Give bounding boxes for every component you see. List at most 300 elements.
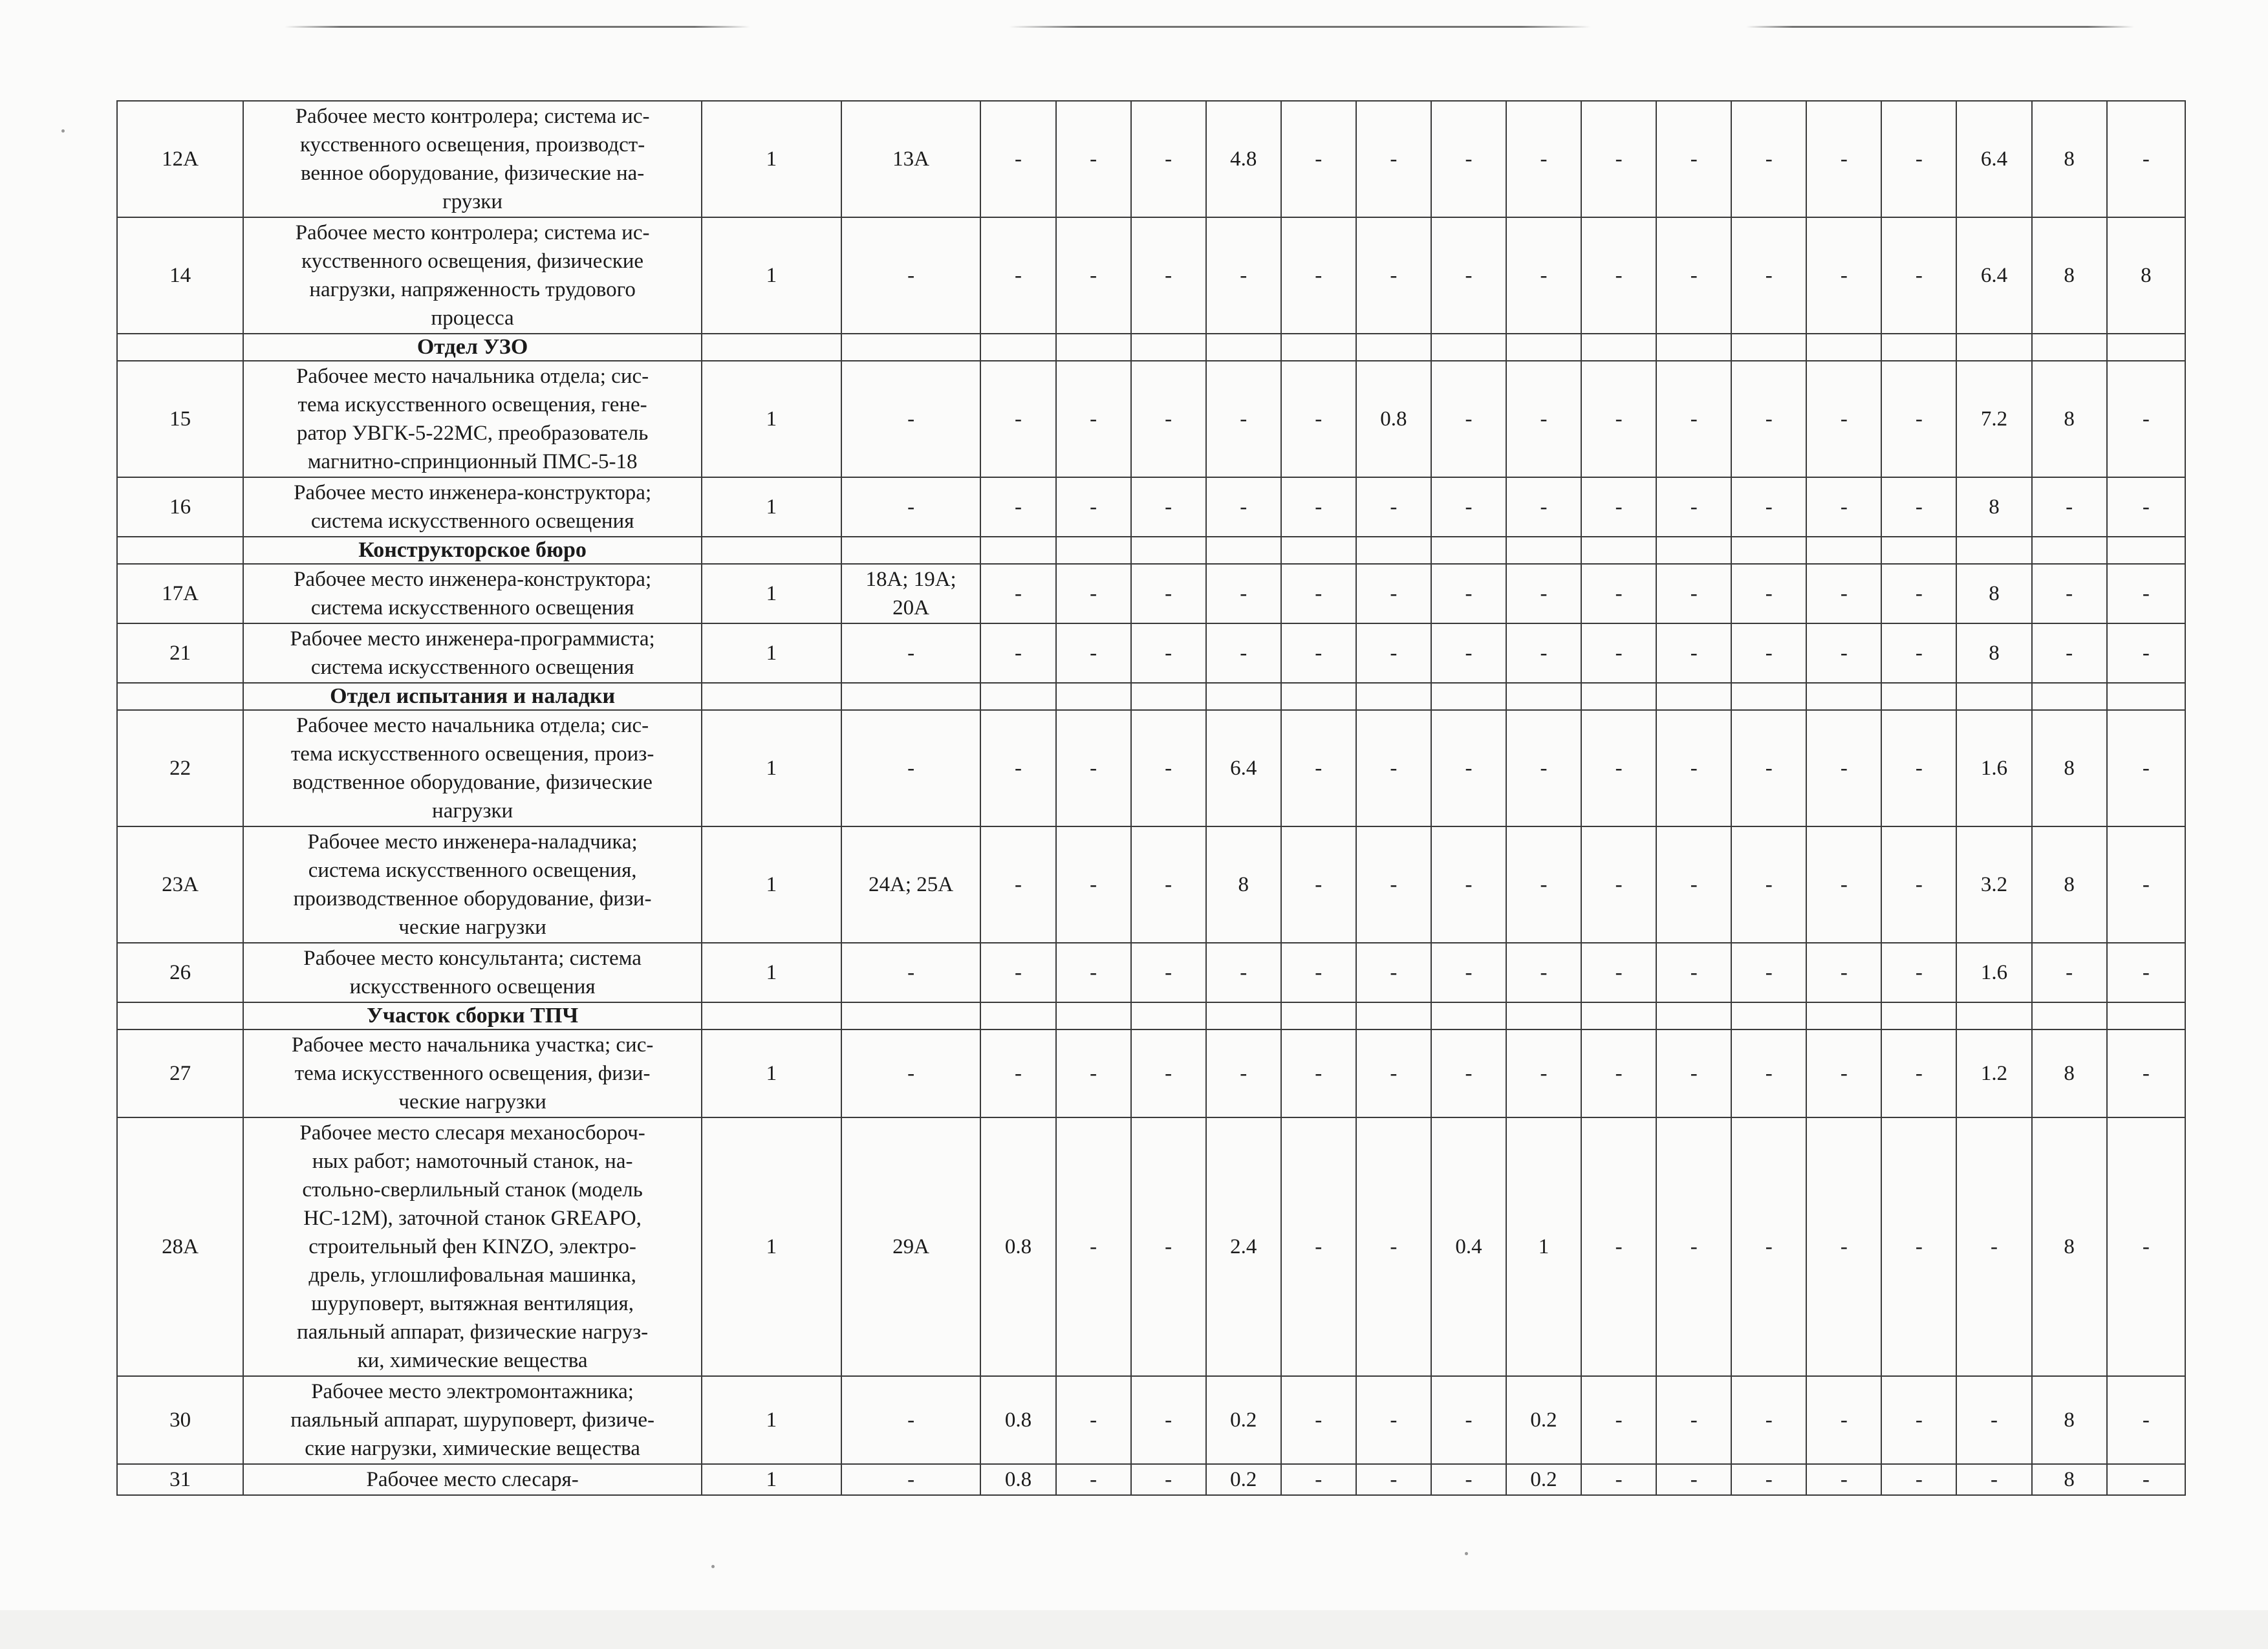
- description-line: Рабочее место начальника участка; сис-: [291, 1033, 654, 1057]
- description-line: тема искусственного освещения, физи-: [294, 1062, 651, 1085]
- factor-value-cell: -: [1881, 477, 1956, 537]
- description-line: Рабочее место слесаря механосбороч-: [299, 1121, 645, 1145]
- factor-value-cell: -: [1731, 1376, 1806, 1464]
- factor-value-cell: -: [1206, 564, 1281, 623]
- description-line: нагрузки: [432, 799, 513, 823]
- factor-value-cell: -: [1281, 943, 1356, 1002]
- description-line: ческие нагрузки: [398, 916, 546, 939]
- factor-value-cell: 8: [2032, 826, 2107, 943]
- row-number: 17А: [117, 564, 243, 623]
- factor-value-cell: -: [1731, 564, 1806, 623]
- description-line: строительный фен KINZO, электро-: [308, 1235, 636, 1258]
- analog-workplaces-cell: -: [841, 710, 981, 826]
- factor-value-cell: -: [1581, 826, 1656, 943]
- section-cell-empty: [1881, 334, 1956, 361]
- factor-value-cell: -: [1506, 477, 1581, 537]
- factor-value-cell: -: [2107, 943, 2185, 1002]
- section-cell-empty: [1056, 683, 1131, 710]
- factor-value-cell: -: [1206, 1029, 1281, 1117]
- section-cell-empty: [117, 334, 243, 361]
- analog-workplaces-cell: 18А; 19А; 20А: [841, 564, 981, 623]
- factor-value-cell: 7.2: [1956, 361, 2031, 477]
- workplace-description: [243, 1117, 702, 1376]
- factor-value-cell: -: [1806, 564, 1881, 623]
- table-body: [117, 101, 2185, 1495]
- workplace-description: [243, 1464, 702, 1495]
- factor-value-cell: -: [1731, 101, 1806, 217]
- factor-value-cell: -: [1656, 101, 1731, 217]
- factor-value-cell: -: [2107, 361, 2185, 477]
- factor-value-cell: -: [1581, 477, 1656, 537]
- description-line: система искусственного освещения: [310, 656, 634, 679]
- factor-value-cell: -: [1731, 623, 1806, 683]
- factor-value-cell: -: [1581, 1464, 1656, 1495]
- section-cell-empty: [1356, 1002, 1431, 1029]
- description-line: ратор УВГК-5-22МС, преобразователь: [296, 422, 649, 445]
- factor-value-cell: -: [2107, 623, 2185, 683]
- description-line: тема искусственного освещения, произ-: [290, 742, 654, 766]
- factor-value-cell: -: [1656, 361, 1731, 477]
- section-cell-empty: [980, 334, 1055, 361]
- section-title: Конструкторское бюро: [243, 537, 702, 564]
- count-cell: 1: [702, 1029, 841, 1117]
- factor-value-cell: 0.2: [1206, 1464, 1281, 1495]
- factor-value-cell: -: [1581, 564, 1656, 623]
- factor-value-cell: 0.2: [1506, 1376, 1581, 1464]
- factor-value-cell: -: [2107, 1029, 2185, 1117]
- factor-value-cell: -: [1431, 217, 1506, 334]
- description-line: шуруповерт, вытяжная вентиляция,: [311, 1292, 634, 1315]
- analog-workplaces-cell: -: [841, 477, 981, 537]
- factor-value-cell: -: [2107, 564, 2185, 623]
- section-cell-empty: [1131, 537, 1206, 564]
- factor-value-cell: 6.4: [1956, 217, 2031, 334]
- section-cell-empty: [1281, 537, 1356, 564]
- section-cell-empty: [1431, 683, 1506, 710]
- scan-artifact-top-left: [285, 26, 750, 28]
- factor-value-cell: -: [1581, 710, 1656, 826]
- factor-value-cell: -: [1356, 943, 1431, 1002]
- description-line: паяльный аппарат, физические нагруз-: [297, 1320, 649, 1344]
- workplace-description: [243, 943, 702, 1002]
- count-cell: 1: [702, 564, 841, 623]
- factor-value-cell: -: [1581, 1029, 1656, 1117]
- factor-value-cell: 8: [2107, 217, 2185, 334]
- factor-value-cell: -: [1281, 826, 1356, 943]
- factor-value-cell: -: [980, 1029, 1055, 1117]
- description-line: кусственного освещения, физические: [301, 250, 644, 273]
- section-cell-empty: [117, 537, 243, 564]
- section-cell-empty: [1056, 334, 1131, 361]
- section-cell-empty: [1206, 683, 1281, 710]
- factor-value-cell: -: [1881, 826, 1956, 943]
- factor-value-cell: -: [1956, 1464, 2031, 1495]
- factor-value-cell: -: [980, 361, 1055, 477]
- factor-value-cell: -: [1281, 564, 1356, 623]
- section-cell-empty: [1356, 537, 1431, 564]
- factor-value-cell: -: [1356, 217, 1431, 334]
- scan-speck: [711, 1565, 715, 1568]
- factor-value-cell: 3.2: [1956, 826, 2031, 943]
- section-cell-empty: [1131, 334, 1206, 361]
- factor-value-cell: -: [1806, 710, 1881, 826]
- factor-value-cell: -: [1056, 623, 1131, 683]
- description-line: Рабочее место начальника отдела; сис-: [296, 365, 649, 388]
- description-line: искусственного освещения: [349, 975, 596, 998]
- description-line: паяльный аппарат, шуруповерт, физиче-: [290, 1408, 654, 1432]
- factor-value-cell: -: [1206, 943, 1281, 1002]
- factor-value-cell: -: [2107, 1464, 2185, 1495]
- section-cell-empty: [1806, 537, 1881, 564]
- factor-value-cell: -: [1806, 217, 1881, 334]
- factor-value-cell: -: [1056, 477, 1131, 537]
- factor-value-cell: -: [1881, 623, 1956, 683]
- factor-value-cell: -: [1056, 1464, 1131, 1495]
- factor-value-cell: -: [1881, 1376, 1956, 1464]
- description-line: стольно-сверлильный станок (модель: [302, 1178, 643, 1202]
- description-line: водственное оборудование, физические: [292, 771, 653, 794]
- analog-workplaces-cell: -: [841, 1376, 981, 1464]
- factor-value-cell: -: [1731, 361, 1806, 477]
- analog-workplaces-cell: -: [841, 217, 981, 334]
- factor-value-cell: -: [980, 101, 1055, 217]
- factor-value-cell: -: [1881, 1117, 1956, 1376]
- section-cell-empty: [1506, 683, 1581, 710]
- factor-value-cell: -: [1056, 1117, 1131, 1376]
- factor-value-cell: -: [1431, 1464, 1506, 1495]
- factor-value-cell: -: [1131, 217, 1206, 334]
- row-number: 26: [117, 943, 243, 1002]
- factor-value-cell: -: [1656, 710, 1731, 826]
- description-line: Рабочее место электромонтажника;: [311, 1380, 634, 1403]
- factor-value-cell: 0.8: [1356, 361, 1431, 477]
- section-cell-empty: [1206, 1002, 1281, 1029]
- section-cell-empty: [1356, 334, 1431, 361]
- factor-value-cell: -: [1881, 1029, 1956, 1117]
- factor-value-cell: -: [1131, 361, 1206, 477]
- section-cell-empty: [2032, 334, 2107, 361]
- workplace-description: [243, 826, 702, 943]
- factor-value-cell: -: [1731, 1029, 1806, 1117]
- section-cell-empty: [1731, 1002, 1806, 1029]
- factor-value-cell: 0.4: [1431, 1117, 1506, 1376]
- analog-workplaces-cell: -: [841, 623, 981, 683]
- factor-value-cell: -: [2032, 943, 2107, 1002]
- section-row: [117, 334, 2185, 361]
- factor-value-cell: -: [2032, 477, 2107, 537]
- factor-value-cell: 8: [2032, 1464, 2107, 1495]
- table-row: [117, 564, 2185, 623]
- workplace-description: [243, 623, 702, 683]
- section-cell-empty: [1056, 1002, 1131, 1029]
- factor-value-cell: 8: [1956, 623, 2031, 683]
- factor-value-cell: -: [1056, 101, 1131, 217]
- factor-value-cell: -: [1431, 623, 1506, 683]
- analog-workplaces-cell: 13А: [841, 101, 981, 217]
- analog-workplaces-cell: -: [841, 943, 981, 1002]
- section-title: Участок сборки ТПЧ: [243, 1002, 702, 1029]
- factor-value-cell: -: [1356, 1464, 1431, 1495]
- factor-value-cell: -: [1731, 826, 1806, 943]
- factor-value-cell: -: [1506, 217, 1581, 334]
- factor-value-cell: -: [1281, 1464, 1356, 1495]
- factor-value-cell: -: [2107, 1117, 2185, 1376]
- factor-value-cell: 4.8: [1206, 101, 1281, 217]
- factor-value-cell: -: [1881, 217, 1956, 334]
- factor-value-cell: -: [1506, 361, 1581, 477]
- factor-value-cell: -: [1806, 623, 1881, 683]
- scan-artifact-top-right: [1746, 26, 2134, 28]
- description-line: производственное оборудование, физи-: [293, 887, 652, 911]
- count-cell: 1: [702, 710, 841, 826]
- factor-value-cell: -: [1356, 101, 1431, 217]
- scan-bottom-band: [0, 1610, 2268, 1649]
- section-cell-empty: [1431, 1002, 1506, 1029]
- workplace-description: [243, 1376, 702, 1464]
- factor-value-cell: -: [1731, 1117, 1806, 1376]
- factor-value-cell: -: [1656, 217, 1731, 334]
- factor-value-cell: -: [1431, 477, 1506, 537]
- section-cell-empty: [1656, 683, 1731, 710]
- factor-value-cell: -: [2107, 477, 2185, 537]
- workplace-description: [243, 101, 702, 217]
- scan-artifact-top-center: [1009, 26, 1591, 28]
- section-cell-empty: [702, 537, 841, 564]
- section-cell-empty: [2107, 334, 2185, 361]
- factor-value-cell: -: [1356, 1029, 1431, 1117]
- factor-value-cell: 8: [1956, 477, 2031, 537]
- table-row: [117, 943, 2185, 1002]
- factor-value-cell: -: [1431, 943, 1506, 1002]
- factor-value-cell: -: [1131, 1464, 1206, 1495]
- factor-value-cell: 8: [2032, 101, 2107, 217]
- factor-value-cell: -: [1431, 1029, 1506, 1117]
- factor-value-cell: -: [1731, 217, 1806, 334]
- factor-value-cell: -: [1656, 1464, 1731, 1495]
- factor-value-cell: -: [1581, 1117, 1656, 1376]
- factor-value-cell: 0.8: [980, 1117, 1055, 1376]
- workplace-description: [243, 564, 702, 623]
- factor-value-cell: -: [1806, 1117, 1881, 1376]
- section-cell-empty: [1806, 1002, 1881, 1029]
- section-cell-empty: [1806, 683, 1881, 710]
- factor-value-cell: -: [1281, 101, 1356, 217]
- factor-value-cell: -: [980, 564, 1055, 623]
- factor-value-cell: 8: [2032, 217, 2107, 334]
- factor-value-cell: -: [1656, 826, 1731, 943]
- factor-value-cell: 0.2: [1206, 1376, 1281, 1464]
- section-cell-empty: [841, 537, 981, 564]
- description-line: ных работ; намоточный станок, на-: [312, 1150, 633, 1173]
- factor-value-cell: -: [1956, 1376, 2031, 1464]
- section-cell-empty: [1806, 334, 1881, 361]
- factor-value-cell: -: [1656, 623, 1731, 683]
- description-line: ческие нагрузки: [398, 1090, 546, 1114]
- section-cell-empty: [1881, 1002, 1956, 1029]
- factor-value-cell: -: [1431, 710, 1506, 826]
- factor-value-cell: -: [1731, 710, 1806, 826]
- factor-value-cell: -: [980, 710, 1055, 826]
- workplace-description: [243, 361, 702, 477]
- section-cell-empty: [1281, 1002, 1356, 1029]
- description-line: венное оборудование, физические на-: [300, 162, 645, 185]
- factor-value-cell: -: [980, 477, 1055, 537]
- factor-value-cell: -: [1431, 361, 1506, 477]
- factor-value-cell: -: [1806, 101, 1881, 217]
- factor-value-cell: -: [980, 826, 1055, 943]
- section-cell-empty: [2032, 683, 2107, 710]
- section-cell-empty: [1056, 537, 1131, 564]
- factor-value-cell: -: [1506, 564, 1581, 623]
- section-cell-empty: [1581, 537, 1656, 564]
- factor-value-cell: 8: [2032, 361, 2107, 477]
- factor-value-cell: -: [1281, 1376, 1356, 1464]
- factor-value-cell: 8: [2032, 710, 2107, 826]
- factor-value-cell: -: [1356, 477, 1431, 537]
- section-cell-empty: [980, 683, 1055, 710]
- factor-value-cell: -: [1131, 710, 1206, 826]
- workplace-description: [243, 217, 702, 334]
- row-number: 30: [117, 1376, 243, 1464]
- factor-value-cell: -: [1806, 1029, 1881, 1117]
- section-cell-empty: [117, 1002, 243, 1029]
- factor-value-cell: -: [1881, 564, 1956, 623]
- factor-value-cell: -: [1281, 623, 1356, 683]
- description-line: Рабочее место инженера-конструктора;: [294, 481, 652, 504]
- count-cell: 1: [702, 217, 841, 334]
- factor-value-cell: -: [1356, 564, 1431, 623]
- section-cell-empty: [1731, 537, 1806, 564]
- row-number: 22: [117, 710, 243, 826]
- section-title: Отдел УЗО: [243, 334, 702, 361]
- row-number: 15: [117, 361, 243, 477]
- factor-value-cell: -: [1206, 361, 1281, 477]
- factor-value-cell: -: [1356, 710, 1431, 826]
- factor-value-cell: -: [1431, 101, 1506, 217]
- factor-value-cell: 8: [2032, 1117, 2107, 1376]
- section-cell-empty: [980, 1002, 1055, 1029]
- factor-value-cell: -: [1656, 477, 1731, 537]
- factor-value-cell: -: [1881, 1464, 1956, 1495]
- factor-value-cell: -: [1881, 361, 1956, 477]
- analog-workplaces-cell: 24А; 25А: [841, 826, 981, 943]
- description-line: Рабочее место контролера; система ис-: [295, 105, 650, 128]
- description-line: система искусственного освещения,: [308, 859, 637, 882]
- factor-value-cell: 0.2: [1506, 1464, 1581, 1495]
- scan-speck: [1465, 1552, 1468, 1555]
- factor-value-cell: -: [1506, 623, 1581, 683]
- count-cell: 1: [702, 1376, 841, 1464]
- section-cell-empty: [1506, 1002, 1581, 1029]
- section-cell-empty: [1431, 334, 1506, 361]
- table-row: [117, 623, 2185, 683]
- description-line: процесса: [431, 307, 514, 330]
- factor-value-cell: -: [1056, 1029, 1131, 1117]
- factor-value-cell: -: [1131, 477, 1206, 537]
- section-cell-empty: [2107, 1002, 2185, 1029]
- section-row: [117, 683, 2185, 710]
- section-cell-empty: [1731, 683, 1806, 710]
- factor-value-cell: -: [1806, 1376, 1881, 1464]
- factor-value-cell: -: [1281, 477, 1356, 537]
- factor-value-cell: -: [1806, 1464, 1881, 1495]
- factor-value-cell: -: [1131, 943, 1206, 1002]
- count-cell: 1: [702, 101, 841, 217]
- analog-workplaces-cell: -: [841, 361, 981, 477]
- section-title: Отдел испытания и наладки: [243, 683, 702, 710]
- factor-value-cell: -: [1431, 1376, 1506, 1464]
- section-cell-empty: [117, 683, 243, 710]
- factor-value-cell: 6.4: [1206, 710, 1281, 826]
- section-cell-empty: [1131, 683, 1206, 710]
- factor-value-cell: -: [980, 623, 1055, 683]
- factor-value-cell: -: [1356, 1117, 1431, 1376]
- factor-value-cell: 2.4: [1206, 1117, 1281, 1376]
- factor-value-cell: -: [1281, 710, 1356, 826]
- factor-value-cell: -: [1581, 217, 1656, 334]
- factor-value-cell: -: [1206, 623, 1281, 683]
- factor-value-cell: -: [1506, 826, 1581, 943]
- factor-value-cell: -: [1656, 1029, 1731, 1117]
- section-cell-empty: [1431, 537, 1506, 564]
- table-row: [117, 1464, 2185, 1495]
- section-cell-empty: [1206, 334, 1281, 361]
- table-row: [117, 1117, 2185, 1376]
- factor-value-cell: -: [1431, 564, 1506, 623]
- description-line: нагрузки, напряженность трудового: [309, 278, 636, 301]
- section-cell-empty: [841, 334, 981, 361]
- row-number: 12А: [117, 101, 243, 217]
- factor-value-cell: 1.6: [1956, 710, 2031, 826]
- factor-value-cell: -: [1581, 1376, 1656, 1464]
- factor-value-cell: -: [2032, 623, 2107, 683]
- factor-value-cell: -: [1506, 1029, 1581, 1117]
- factor-value-cell: -: [1881, 943, 1956, 1002]
- factor-value-cell: -: [1131, 564, 1206, 623]
- factor-value-cell: -: [1281, 1117, 1356, 1376]
- section-cell-empty: [980, 537, 1055, 564]
- description-line: тема искусственного освещения, гене-: [297, 393, 647, 416]
- factor-value-cell: 8: [1206, 826, 1281, 943]
- section-cell-empty: [1956, 537, 2031, 564]
- factor-value-cell: -: [1056, 361, 1131, 477]
- count-cell: 1: [702, 1117, 841, 1376]
- count-cell: 1: [702, 826, 841, 943]
- section-cell-empty: [1281, 683, 1356, 710]
- section-cell-empty: [1731, 334, 1806, 361]
- factor-value-cell: -: [1281, 1029, 1356, 1117]
- factor-value-cell: -: [980, 943, 1055, 1002]
- description-line: Рабочее место консультанта; система: [303, 947, 642, 970]
- section-cell-empty: [1656, 334, 1731, 361]
- description-line: магнитно-спринционный ПМС-5-18: [307, 450, 638, 473]
- section-cell-empty: [1956, 1002, 2031, 1029]
- factor-value-cell: 6.4: [1956, 101, 2031, 217]
- factor-value-cell: -: [1806, 361, 1881, 477]
- factor-value-cell: -: [2107, 826, 2185, 943]
- factor-value-cell: 0.8: [980, 1464, 1055, 1495]
- factor-value-cell: -: [1206, 217, 1281, 334]
- factor-value-cell: -: [2032, 564, 2107, 623]
- factor-value-cell: -: [1056, 943, 1131, 1002]
- table-row: [117, 101, 2185, 217]
- factor-value-cell: -: [1356, 826, 1431, 943]
- factor-value-cell: 1: [1506, 1117, 1581, 1376]
- factor-value-cell: -: [1731, 943, 1806, 1002]
- factor-value-cell: -: [1881, 710, 1956, 826]
- row-number: 23А: [117, 826, 243, 943]
- scan-speck: [61, 129, 65, 133]
